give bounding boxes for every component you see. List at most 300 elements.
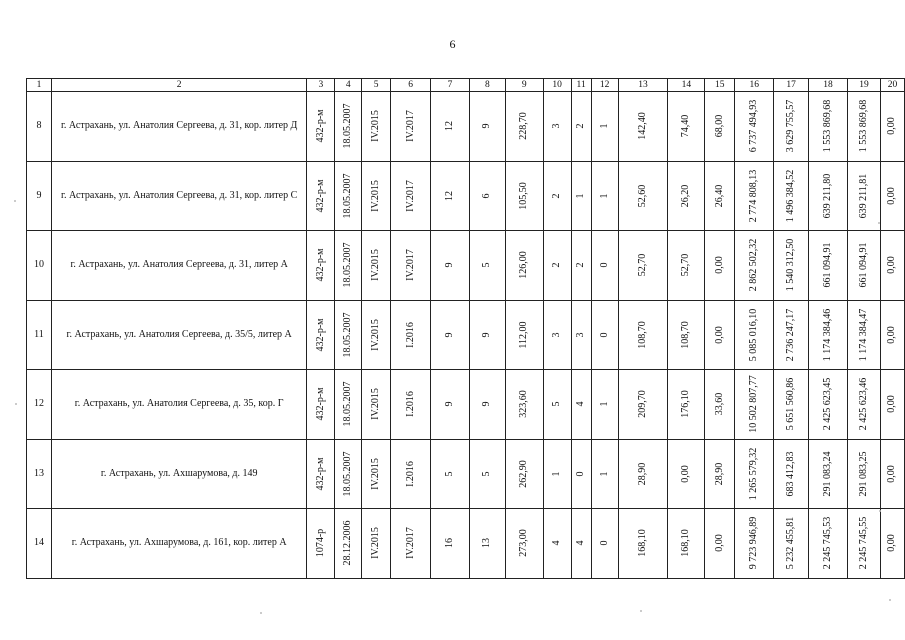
plan-end-cell: [391, 300, 431, 370]
residents-cell: [431, 300, 470, 370]
vertical-value: 1: [598, 401, 610, 407]
column-number: 2: [51, 79, 306, 92]
municipal-cost-cell: [848, 300, 881, 370]
plan-end-cell: [391, 231, 431, 301]
vertical-value: 639 211,81: [857, 173, 869, 219]
municipal-area-cell: [668, 161, 705, 231]
vertical-value: 9: [481, 332, 493, 338]
vertical-value: 432-р-м: [314, 179, 326, 213]
plan-start-cell: [362, 509, 391, 579]
region-cost-cell: [809, 300, 848, 370]
vertical-value: 112,00: [518, 321, 530, 349]
vertical-value: 5 232 455,81: [785, 517, 797, 570]
area-cell: [505, 300, 543, 370]
plan-start-cell: [362, 92, 391, 162]
vertical-value: 13: [481, 538, 493, 549]
vertical-value: 18.05.2007: [342, 312, 354, 358]
vertical-value: 28,90: [636, 462, 648, 485]
private-premises-cell: [591, 370, 618, 440]
decision-date-cell: [335, 300, 362, 370]
decision-date-cell: [335, 509, 362, 579]
plan-end-cell: [391, 92, 431, 162]
vertical-value: 0,00: [886, 117, 898, 135]
vertical-value: 18.05.2007: [342, 381, 354, 427]
fund-cost-cell: [774, 92, 809, 162]
vertical-value: 3: [575, 332, 587, 338]
vertical-value: IV.2015: [370, 179, 382, 212]
column-number: 13: [618, 79, 668, 92]
vertical-value: 209,70: [636, 390, 648, 418]
extra-cost-cell: [880, 161, 904, 231]
residents-cell: [431, 439, 470, 509]
vertical-value: 26,40: [713, 184, 725, 207]
residents-cell: [431, 92, 470, 162]
column-number: 5: [362, 79, 391, 92]
premises-cell: [543, 439, 571, 509]
scan-speck: [14, 200, 16, 202]
decision-number-cell: [307, 439, 335, 509]
scan-speck: [640, 610, 642, 612]
vertical-value: 26,20: [680, 184, 692, 207]
address-cell: г. Астрахань, ул. Анатолия Сергеева, д. 31, кор. литер С: [51, 161, 306, 231]
page-number: 6: [449, 37, 456, 51]
decision-number-cell: [307, 370, 335, 440]
vertical-value: 18.05.2007: [342, 173, 354, 219]
premises-cell: [543, 92, 571, 162]
vertical-value: 432-р-м: [314, 457, 326, 491]
vertical-value: 52,70: [636, 254, 648, 277]
vertical-value: 126,00: [518, 251, 530, 279]
total-cost-cell: [735, 439, 774, 509]
table-row: [27, 509, 905, 579]
municipal-premises-cell: [571, 439, 591, 509]
vertical-value: 18.05.2007: [342, 242, 354, 288]
scan-speck: [878, 222, 880, 224]
vertical-value: IV.2017: [404, 249, 416, 282]
vertical-value: 142,40: [636, 112, 648, 140]
premises-cell: [543, 300, 571, 370]
municipal-premises-cell: [571, 370, 591, 440]
decision-date-cell: [335, 161, 362, 231]
vertical-value: 108,70: [636, 321, 648, 349]
area-cell: [505, 370, 543, 440]
vertical-value: 5 085 016,10: [748, 308, 760, 361]
column-number: 20: [880, 79, 904, 92]
vertical-value: 18.05.2007: [342, 451, 354, 497]
fund-cost-cell: [774, 370, 809, 440]
vertical-value: I.2016: [404, 321, 416, 348]
vertical-value: 432-р-м: [314, 318, 326, 352]
region-cost-cell: [809, 161, 848, 231]
column-number: 18: [809, 79, 848, 92]
vertical-value: I.2016: [404, 460, 416, 487]
vertical-value: 18.05.2007: [342, 103, 354, 149]
private-area-cell: [705, 231, 735, 301]
region-cost-cell: [809, 92, 848, 162]
municipal-cost-cell: [848, 92, 881, 162]
decision-date-cell: [335, 231, 362, 301]
vertical-value: 0,00: [713, 534, 725, 552]
vertical-value: 16: [443, 538, 455, 549]
vertical-value: 291 083,24: [822, 451, 834, 497]
vertical-value: 1 265 579,32: [748, 447, 760, 500]
resettled-cell: [469, 300, 505, 370]
vertical-value: 12: [443, 121, 455, 132]
private-area-cell: [705, 509, 735, 579]
total-cost-cell: [735, 161, 774, 231]
vertical-value: 661 094,91: [857, 242, 869, 288]
vertical-value: 0,00: [886, 326, 898, 344]
column-number: 10: [543, 79, 571, 92]
private-premises-cell: [591, 92, 618, 162]
vertical-value: IV.2015: [370, 110, 382, 143]
vertical-value: 33,60: [713, 393, 725, 416]
resettled-cell: [469, 370, 505, 440]
plan-start-cell: [362, 161, 391, 231]
vertical-value: 2 774 808,13: [748, 169, 760, 222]
premises-cell: [543, 370, 571, 440]
vertical-value: 0,00: [713, 256, 725, 274]
municipal-premises-cell: [571, 161, 591, 231]
vertical-value: 273,00: [518, 529, 530, 557]
municipal-cost-cell: [848, 509, 881, 579]
column-number: 12: [591, 79, 618, 92]
municipal-area-cell: [668, 92, 705, 162]
premises-cell: [543, 161, 571, 231]
plan-end-cell: [391, 439, 431, 509]
vertical-value: I.2016: [404, 391, 416, 418]
vertical-value: 0: [575, 471, 587, 477]
private-area-cell: [705, 92, 735, 162]
column-number: 11: [571, 79, 591, 92]
vertical-value: 12: [443, 190, 455, 201]
decision-date-cell: [335, 370, 362, 440]
region-cost-cell: [809, 370, 848, 440]
address-cell: г. Астрахань, ул. Анатолия Сергеева, д. 35, кор. Г: [51, 370, 306, 440]
region-cost-cell: [809, 231, 848, 301]
vertical-value: 3: [551, 332, 563, 338]
extra-cost-cell: [880, 439, 904, 509]
private-area-cell: [705, 370, 735, 440]
total-cost-cell: [735, 300, 774, 370]
vertical-value: 5: [551, 401, 563, 407]
table-row: [27, 370, 905, 440]
municipal-cost-cell: [848, 231, 881, 301]
table-row: [27, 231, 905, 301]
column-number: 9: [505, 79, 543, 92]
plan-start-cell: [362, 300, 391, 370]
vertical-value: 105,50: [518, 182, 530, 210]
row-number: 9: [27, 161, 52, 231]
vertical-value: IV.2017: [404, 527, 416, 560]
fund-cost-cell: [774, 161, 809, 231]
vertical-value: 52,70: [680, 254, 692, 277]
municipal-premises-cell: [571, 92, 591, 162]
total-area-cell: [618, 231, 668, 301]
total-cost-cell: [735, 92, 774, 162]
residents-cell: [431, 509, 470, 579]
area-cell: [505, 231, 543, 301]
address-cell: г. Астрахань, ул. Ахшарумова, д. 149: [51, 439, 306, 509]
vertical-value: IV.2017: [404, 110, 416, 143]
vertical-value: 0,00: [680, 465, 692, 483]
municipal-cost-cell: [848, 370, 881, 440]
fund-cost-cell: [774, 231, 809, 301]
area-cell: [505, 439, 543, 509]
vertical-value: 1 174 384,46: [822, 308, 834, 361]
vertical-value: 2 245 745,55: [857, 517, 869, 570]
column-number: 6: [391, 79, 431, 92]
row-number: 14: [27, 509, 52, 579]
vertical-value: IV.2015: [370, 527, 382, 560]
vertical-value: 1 174 384,47: [857, 308, 869, 361]
vertical-value: 291 083,25: [857, 451, 869, 497]
private-premises-cell: [591, 231, 618, 301]
extra-cost-cell: [880, 370, 904, 440]
private-area-cell: [705, 300, 735, 370]
municipal-area-cell: [668, 300, 705, 370]
total-cost-cell: [735, 509, 774, 579]
address-cell: г. Астрахань, ул. Анатолия Сергеева, д. 35/5, литер А: [51, 300, 306, 370]
table-row: [27, 439, 905, 509]
table-row: [27, 161, 905, 231]
vertical-value: 6 737 494,93: [748, 100, 760, 153]
total-cost-cell: [735, 231, 774, 301]
extra-cost-cell: [880, 231, 904, 301]
address-cell: г. Астрахань, ул. Анатолия Сергеева, д. 31, литер А: [51, 231, 306, 301]
vertical-value: 0,00: [886, 256, 898, 274]
resettled-cell: [469, 509, 505, 579]
table-row: [27, 300, 905, 370]
vertical-value: 0,00: [886, 534, 898, 552]
vertical-value: 323,60: [518, 390, 530, 418]
vertical-value: 4: [551, 540, 563, 546]
address-cell: г. Астрахань, ул. Ахшарумова, д. 161, кор. литер А: [51, 509, 306, 579]
premises-cell: [543, 231, 571, 301]
private-premises-cell: [591, 300, 618, 370]
municipal-cost-cell: [848, 161, 881, 231]
vertical-value: 2 862 502,32: [748, 239, 760, 292]
total-area-cell: [618, 439, 668, 509]
total-area-cell: [618, 300, 668, 370]
region-cost-cell: [809, 509, 848, 579]
vertical-value: 1: [551, 471, 563, 477]
fund-cost-cell: [774, 300, 809, 370]
vertical-value: 1: [598, 193, 610, 199]
plan-end-cell: [391, 370, 431, 440]
vertical-value: 2: [551, 193, 563, 199]
vertical-value: IV.2015: [370, 457, 382, 490]
vertical-value: 0: [598, 540, 610, 546]
total-area-cell: [618, 370, 668, 440]
address-cell: г. Астрахань, ул. Анатолия Сергеева, д. 31, кор. литер Д: [51, 92, 306, 162]
municipal-area-cell: [668, 231, 705, 301]
region-cost-cell: [809, 439, 848, 509]
vertical-value: 5: [481, 471, 493, 477]
fund-cost-cell: [774, 439, 809, 509]
vertical-value: 1: [598, 123, 610, 129]
total-area-cell: [618, 92, 668, 162]
fund-cost-cell: [774, 509, 809, 579]
vertical-value: IV.2015: [370, 388, 382, 421]
vertical-value: 9: [481, 401, 493, 407]
vertical-value: 4: [575, 401, 587, 407]
residents-cell: [431, 161, 470, 231]
vertical-value: IV.2017: [404, 179, 416, 212]
vertical-value: 262,90: [518, 460, 530, 488]
vertical-value: 4: [575, 540, 587, 546]
vertical-value: 2 245 745,53: [822, 517, 834, 570]
vertical-value: 2: [551, 262, 563, 268]
private-premises-cell: [591, 439, 618, 509]
residents-cell: [431, 370, 470, 440]
scan-speck: [15, 403, 17, 405]
vertical-value: 28.12.2006: [342, 520, 354, 566]
resettled-cell: [469, 231, 505, 301]
vertical-value: 3 629 755,57: [785, 100, 797, 153]
vertical-value: IV.2015: [370, 318, 382, 351]
vertical-value: 9: [443, 262, 455, 268]
total-area-cell: [618, 161, 668, 231]
vertical-value: 432-р-м: [314, 248, 326, 282]
municipal-premises-cell: [571, 231, 591, 301]
column-number: 14: [668, 79, 705, 92]
private-premises-cell: [591, 509, 618, 579]
vertical-value: 168,10: [680, 529, 692, 557]
vertical-value: 228,70: [518, 112, 530, 140]
plan-start-cell: [362, 439, 391, 509]
plan-start-cell: [362, 370, 391, 440]
municipal-premises-cell: [571, 300, 591, 370]
decision-number-cell: [307, 161, 335, 231]
municipal-cost-cell: [848, 439, 881, 509]
column-number: 7: [431, 79, 470, 92]
column-number: 4: [335, 79, 362, 92]
vertical-value: 9 723 946,89: [748, 517, 760, 570]
scan-speck: [879, 510, 881, 512]
vertical-value: 0,00: [886, 187, 898, 205]
municipal-area-cell: [668, 439, 705, 509]
vertical-value: 28,90: [713, 462, 725, 485]
resettled-cell: [469, 161, 505, 231]
area-cell: [505, 92, 543, 162]
vertical-value: 9: [481, 123, 493, 129]
vertical-value: 10 502 807,77: [748, 375, 760, 433]
column-number: 3: [307, 79, 335, 92]
vertical-value: 3: [551, 123, 563, 129]
vertical-value: 639 211,80: [822, 173, 834, 219]
vertical-value: 432-р-м: [314, 109, 326, 143]
vertical-value: 0,00: [886, 395, 898, 413]
vertical-value: IV.2015: [370, 249, 382, 282]
row-number: 13: [27, 439, 52, 509]
vertical-value: 1: [575, 193, 587, 199]
vertical-value: 5 651 560,86: [785, 378, 797, 431]
vertical-value: 68,00: [713, 115, 725, 138]
total-cost-cell: [735, 370, 774, 440]
column-number: 16: [735, 79, 774, 92]
row-number: 10: [27, 231, 52, 301]
extra-cost-cell: [880, 300, 904, 370]
vertical-value: 0,00: [886, 465, 898, 483]
scan-speck: [889, 599, 891, 601]
vertical-value: 683 412,83: [785, 451, 797, 497]
private-area-cell: [705, 161, 735, 231]
resettled-cell: [469, 439, 505, 509]
residents-cell: [431, 231, 470, 301]
vertical-value: 0: [598, 332, 610, 338]
vertical-value: 9: [443, 401, 455, 407]
vertical-value: 108,70: [680, 321, 692, 349]
vertical-value: 2: [575, 123, 587, 129]
vertical-value: 1 540 312,50: [785, 239, 797, 292]
municipal-premises-cell: [571, 509, 591, 579]
vertical-value: 0,00: [713, 326, 725, 344]
plan-start-cell: [362, 231, 391, 301]
vertical-value: 1074-р: [314, 529, 326, 558]
row-number: 12: [27, 370, 52, 440]
table-row: [27, 92, 905, 162]
row-number: 11: [27, 300, 52, 370]
total-area-cell: [618, 509, 668, 579]
scan-speck: [260, 612, 262, 614]
area-cell: [505, 509, 543, 579]
vertical-value: 6: [481, 193, 493, 199]
vertical-value: 1: [598, 471, 610, 477]
vertical-value: 74,40: [680, 115, 692, 138]
vertical-value: 1 553 869,68: [822, 100, 834, 153]
municipal-area-cell: [668, 509, 705, 579]
vertical-value: 1 496 384,52: [785, 169, 797, 222]
column-number: 1: [27, 79, 52, 92]
decision-number-cell: [307, 231, 335, 301]
row-number: 8: [27, 92, 52, 162]
vertical-value: 5: [443, 471, 455, 477]
municipal-area-cell: [668, 370, 705, 440]
column-number: 17: [774, 79, 809, 92]
vertical-value: 9: [443, 332, 455, 338]
vertical-value: 2 425 623,45: [822, 378, 834, 431]
vertical-value: 2 736 247,17: [785, 308, 797, 361]
vertical-value: 5: [481, 262, 493, 268]
vertical-value: 1 553 869,68: [857, 100, 869, 153]
decision-number-cell: [307, 92, 335, 162]
decision-number-cell: [307, 300, 335, 370]
vertical-value: 432-р-м: [314, 387, 326, 421]
vertical-value: 52,60: [636, 184, 648, 207]
vertical-value: 176,10: [680, 390, 692, 418]
column-number-row: [27, 79, 905, 92]
plan-end-cell: [391, 509, 431, 579]
vertical-value: 2: [575, 262, 587, 268]
premises-cell: [543, 509, 571, 579]
column-number: 19: [848, 79, 881, 92]
vertical-value: 661 094,91: [822, 242, 834, 288]
housing-resettlement-table: [26, 78, 905, 579]
extra-cost-cell: [880, 92, 904, 162]
area-cell: [505, 161, 543, 231]
private-premises-cell: [591, 161, 618, 231]
resettled-cell: [469, 92, 505, 162]
decision-date-cell: [335, 439, 362, 509]
extra-cost-cell: [880, 509, 904, 579]
decision-date-cell: [335, 92, 362, 162]
vertical-value: 168,10: [636, 529, 648, 557]
vertical-value: 2 425 623,46: [857, 378, 869, 431]
plan-end-cell: [391, 161, 431, 231]
column-number: 15: [705, 79, 735, 92]
private-area-cell: [705, 439, 735, 509]
